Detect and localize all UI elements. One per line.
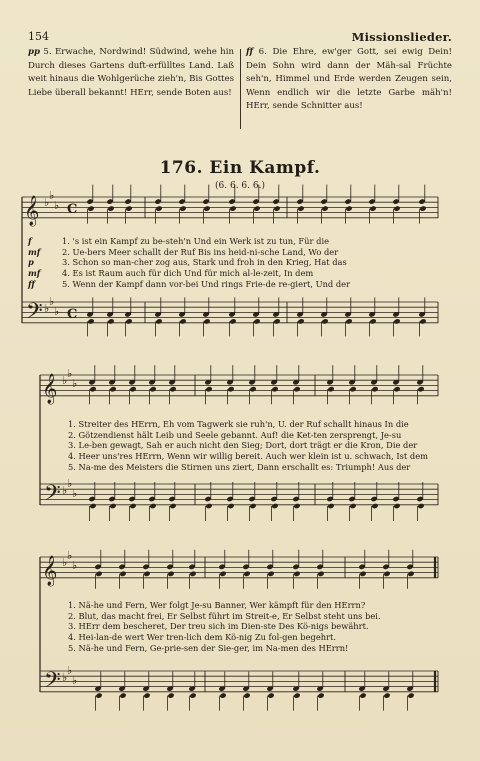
note-head	[345, 318, 352, 324]
key-flat: ♭	[54, 199, 60, 212]
running-title: Missionslieder.	[351, 30, 452, 44]
note-head	[317, 571, 324, 577]
note-head	[169, 386, 176, 392]
lyric-line: 4. Es ist Raum auch für dich Und für mich al-le-zeit, In dem	[62, 268, 314, 279]
lyric-line: 1. Nä-he und Fern, Wer folgt Je-su Banner, Wer kämpft für den HErrn?	[68, 600, 366, 610]
note-head	[95, 692, 102, 698]
note-head	[369, 205, 376, 211]
verse-5-number: 5.	[43, 47, 52, 57]
note-head	[203, 205, 210, 211]
bass-clef: 𝄢	[44, 668, 61, 698]
note-head	[297, 205, 304, 211]
note-head	[155, 205, 162, 211]
dynamic-mark: p	[28, 257, 34, 268]
lyric-line: 5. Nä-he und Fern, Ge-prie-sen der Sie-ger, im Na-men des HErrn!	[68, 642, 349, 653]
note-head	[253, 318, 260, 324]
lyric-line: 4. Heer uns'res HErrn, Wenn wir willig bereit. Auch wer klein ist u. schwach, Ist dem	[68, 451, 428, 462]
note-head	[155, 318, 162, 324]
note-head	[271, 503, 278, 509]
note-head	[349, 386, 356, 392]
note-head	[359, 692, 366, 698]
note-head	[129, 503, 136, 509]
note-head	[125, 318, 132, 324]
key-flat: ♭	[49, 189, 55, 202]
note-head	[393, 503, 400, 509]
note-head	[321, 205, 328, 211]
note-head	[179, 205, 186, 211]
time-signature: C	[67, 202, 78, 217]
note-head	[89, 503, 96, 509]
note-head	[293, 692, 300, 698]
dynamic-mark: mf	[28, 246, 41, 257]
note-head	[345, 205, 352, 211]
hymn-title: 176. Ein Kampf.	[159, 158, 321, 178]
bass-clef: 𝄢	[44, 481, 61, 511]
note-head	[143, 571, 150, 577]
note-head	[229, 205, 236, 211]
lyric-line: 2. Ue-bers Meer schallt der Ruf Bis ins heid-ni-sche Land, Wo der	[62, 246, 339, 257]
key-flat: ♭	[72, 487, 78, 500]
note-head	[89, 386, 96, 392]
note-head	[227, 503, 234, 509]
lyric-line: 4. Hei-lan-de wert Wer tren-lich dem Kö-nig Zu fol-gen begehrt.	[68, 632, 337, 643]
note-head	[167, 692, 174, 698]
page-number: 154	[28, 30, 49, 43]
bass-clef: 𝄢	[26, 299, 43, 329]
key-flat: ♭	[49, 295, 55, 308]
note-head	[349, 503, 356, 509]
note-head	[383, 571, 390, 577]
note-head	[321, 318, 328, 324]
lyric-line: 3. Schon so man-cher zog aus, Stark und froh in den Krieg, Hat das	[62, 257, 347, 268]
hymn-meter: (6. 6. 6. 6.)	[215, 181, 265, 191]
note-head	[205, 386, 212, 392]
note-head	[393, 386, 400, 392]
note-head	[87, 205, 94, 211]
lyric-line: 3. HErr dem bescheret, Der treu sich im Dien-ste Des Kö-nigs bewährt.	[68, 621, 369, 632]
note-head	[243, 571, 250, 577]
note-head	[205, 503, 212, 509]
note-head	[107, 318, 114, 324]
note-head	[371, 503, 378, 509]
note-head	[317, 692, 324, 698]
key-flat: ♭	[72, 377, 78, 390]
note-head	[369, 318, 376, 324]
treble-clef: 𝄞	[42, 374, 58, 404]
note-head	[393, 205, 400, 211]
key-flat: ♭	[72, 674, 78, 687]
note-head	[273, 205, 280, 211]
note-head	[227, 386, 234, 392]
lyric-line: 2. Blut, das macht frei, Er Selbst führt im Streit-e, Er Selbst steht uns bei.	[68, 610, 381, 621]
note-head	[383, 692, 390, 698]
treble-clef: 𝄞	[42, 556, 58, 586]
note-head	[179, 318, 186, 324]
note-head	[327, 386, 334, 392]
note-head	[267, 692, 274, 698]
lyrics-system-3	[68, 600, 440, 654]
key-flat: ♭	[67, 367, 73, 380]
note-head	[143, 692, 150, 698]
note-head	[293, 571, 300, 577]
key-flat: ♭	[62, 374, 68, 387]
dynamic-marks	[28, 236, 58, 290]
verse-6-dynamic: ff	[246, 47, 254, 57]
lyric-line: 2. Götzendienst hält Leib und Seele gebannt. Auf! die Ket-ten zersprengt, Je-su	[68, 429, 402, 440]
note-head	[267, 571, 274, 577]
time-signature: C	[67, 307, 78, 322]
lyric-line: 5. Wenn der Kampf dann vor-bei Und rings Frie-de re-giert, Und der	[62, 278, 351, 289]
note-head	[189, 692, 196, 698]
note-head	[359, 571, 366, 577]
note-head	[219, 692, 226, 698]
verse-5-text: Erwache, Nordwind! Südwind, wehe hin Durch dieses Gartens duft-erfülltes Land. Laß weit hinaus die Wohlgerüche zieh'n, Bis Gottes Liebe überall bekannt! HErr, sende Boten aus!	[28, 47, 234, 98]
note-head	[417, 503, 424, 509]
dynamic-mark: mf	[28, 268, 41, 279]
note-head	[189, 571, 196, 577]
note-head	[169, 503, 176, 509]
key-flat: ♭	[67, 477, 73, 490]
note-head	[271, 386, 278, 392]
note-head	[229, 318, 236, 324]
lyric-line: 1. Streiter des HErrn, Eh vom Tagwerk sie ruh'n, U. der Ruf schallt hinaus In die	[68, 419, 409, 429]
key-flat: ♭	[44, 196, 50, 209]
note-head	[203, 318, 210, 324]
note-head	[407, 692, 414, 698]
lyric-line: 5. Na-me des Meisters die Stirnen uns ziert, Dann erschallt es: Triumph! Aus der	[68, 461, 411, 472]
verse-6-number: 6.	[258, 47, 267, 57]
note-head	[253, 205, 260, 211]
lyric-line: 1. 's ist ein Kampf zu be-steh'n Und ein Werk ist zu tun, Für die	[62, 236, 330, 246]
note-head	[407, 571, 414, 577]
key-flat: ♭	[62, 484, 68, 497]
dynamic-mark: ff	[28, 278, 35, 289]
note-head	[327, 503, 334, 509]
note-head	[293, 386, 300, 392]
note-head	[149, 503, 156, 509]
note-head	[243, 692, 250, 698]
treble-clef: 𝄞	[24, 196, 40, 226]
lyric-line: 3. Le-ben gewagt, Sah er auch nicht den Sieg; Dort, dort trägt er die Kron, Die der	[68, 440, 418, 451]
note-head	[119, 571, 126, 577]
note-head	[417, 386, 424, 392]
note-head	[107, 205, 114, 211]
note-head	[249, 503, 256, 509]
key-flat: ♭	[62, 671, 68, 684]
key-flat: ♭	[67, 664, 73, 677]
note-head	[393, 318, 400, 324]
note-head	[87, 318, 94, 324]
note-head	[129, 386, 136, 392]
note-head	[219, 571, 226, 577]
note-head	[109, 503, 116, 509]
note-head	[149, 386, 156, 392]
note-head	[249, 386, 256, 392]
key-flat: ♭	[62, 556, 68, 569]
note-head	[167, 571, 174, 577]
key-flat: ♭	[72, 559, 78, 572]
note-head	[293, 503, 300, 509]
verse-5-dynamic: pp	[28, 47, 41, 57]
note-head	[109, 386, 116, 392]
verse-6-text: Die Ehre, ew'ger Gott, sei ewig Dein! Dein Sohn wird dann der Mäh-sal Früchte seh'n, Himmel und Erde werden Zeugen sein, Wenn endlich wir die letzte Garbe mäh'n! HErr, sende Schnitter aus!	[246, 47, 453, 112]
note-head	[297, 318, 304, 324]
note-head	[273, 318, 280, 324]
note-head	[419, 205, 426, 211]
note-head	[371, 386, 378, 392]
key-flat: ♭	[44, 302, 50, 315]
note-head	[119, 692, 126, 698]
note-head	[95, 571, 102, 577]
dynamic-mark: f	[28, 236, 32, 246]
lyrics-system-2	[68, 419, 440, 473]
key-flat: ♭	[54, 305, 60, 318]
note-head	[419, 318, 426, 324]
lyrics-system-1	[62, 236, 442, 290]
note-head	[125, 205, 132, 211]
key-flat: ♭	[67, 549, 73, 562]
